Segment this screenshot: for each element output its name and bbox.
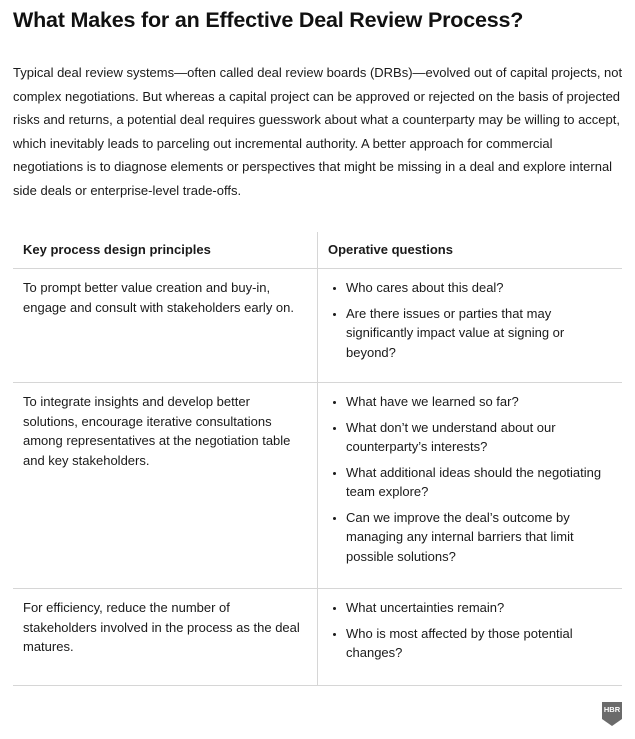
hbr-logo bbox=[602, 702, 622, 731]
principle-cell: To integrate insights and develop better solutions, encourage iterative consultations among representatives at the negotiation table and key stakeholders. bbox=[13, 383, 318, 589]
principle-cell: For efficiency, reduce the number of stakeholders involved in the process as the deal matures. bbox=[13, 589, 318, 686]
question-item: • What uncertainties remain? bbox=[346, 598, 612, 618]
question-item: • Who is most affected by those potential changes? bbox=[346, 624, 612, 663]
svg-text:HBR: HBR bbox=[603, 705, 621, 714]
question-item: • Are there issues or parties that may significantly impact value at signing or beyond? bbox=[346, 304, 612, 363]
principle-cell: To prompt better value creation and buy-in, engage and consult with stakeholders early on. bbox=[13, 269, 318, 383]
questions-cell bbox=[318, 269, 623, 383]
question-item: • What don’t we understand about our counterparty’s interests? bbox=[346, 418, 612, 457]
questions-cell bbox=[318, 383, 623, 589]
column-header-questions: Operative questions bbox=[318, 232, 623, 269]
intro-paragraph: Typical deal review systems—often called deal review boards (DRBs)—evolved out of capital projects, not complex negotiations. But whereas a capital project can be approved or rejected on the basis of projected risks and returns, a potential deal requires guesswork about what a counterparty may be willing to accept, which inevitably leads to parceling out incremental authority. A better approach for commercial negotiations is to diagnose elements or perspectives that might be missing in a deal and explore internal side deals or enterprise-level trade-offs. bbox=[13, 65, 623, 198]
table-row bbox=[13, 269, 622, 383]
question-item: • Who cares about this deal? bbox=[346, 278, 612, 298]
table-header-row bbox=[13, 232, 622, 269]
page-title: What Makes for an Effective Deal Review Process? bbox=[13, 8, 524, 32]
principles-table bbox=[13, 232, 622, 686]
question-item: • What have we learned so far? bbox=[346, 392, 612, 412]
question-item: • Can we improve the deal’s outcome by managing any internal barriers that limit possible solutions? bbox=[346, 508, 612, 567]
questions-cell bbox=[318, 589, 623, 686]
table-row bbox=[13, 383, 622, 589]
question-item: • What additional ideas should the negotiating team explore? bbox=[346, 463, 612, 502]
table-row bbox=[13, 589, 622, 686]
column-header-principles: Key process design principles bbox=[13, 232, 318, 269]
